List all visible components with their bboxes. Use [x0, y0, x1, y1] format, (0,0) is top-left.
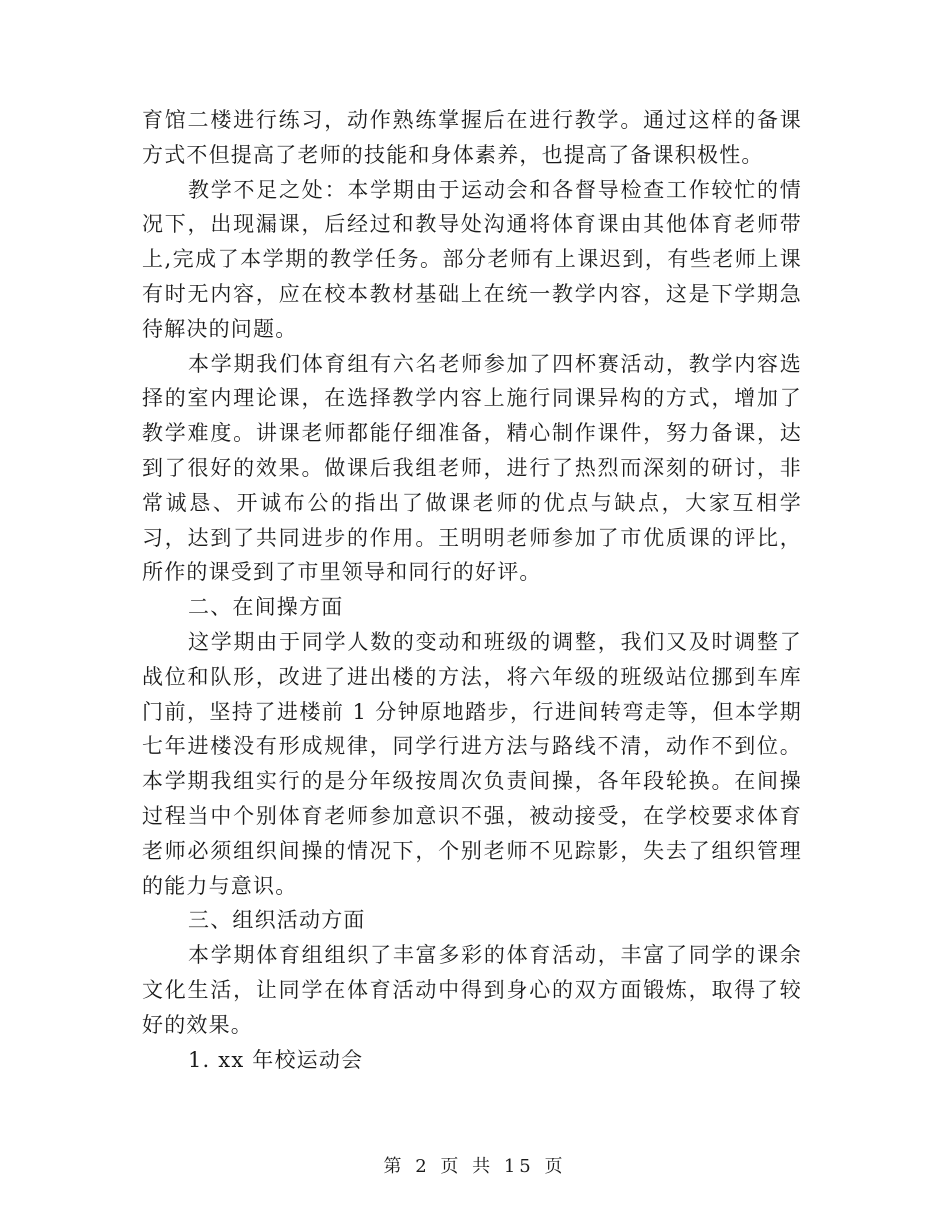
paragraph-continued: 育馆二楼进行练习，动作熟练掌握后在进行教学。通过这样的备课方式不但提高了老师的技能和身体素养，也提高了备课积极性。 [142, 108, 802, 167]
paragraph-teaching-shortcomings: 教学不足之处：本学期由于运动会和各督导检查工作较忙的情况下，出现漏课，后经过和教导处沟通将体育课由其他体育老师带上,完成了本学期的教学任务。部分老师有上课迟到，有些老师上课有时无内容，应在校本教材基础上在统一教学内容，这是下学期急待解决的问题。 [142, 177, 802, 341]
paragraph-four-cup-contest: 本学期我们体育组有六名老师参加了四杯赛活动，教学内容选择的室内理论课，在选择教学内容上施行同课异构的方式，增加了教学难度。讲课老师都能仔细准备，精心制作课件，努力备课，达到了很好的效果。做课后我组老师，进行了热烈而深刻的研讨，非常诚恳、开诚布公的指出了做课老师的优点与缺点，大家互相学习，达到了共同进步的作用。王明明老师参加了市优质课的评比，所作的课受到了市里领导和同行的好评。 [142, 351, 802, 585]
page-number-footer: 第 2 页 共 15 页 [383, 1156, 567, 1177]
document-body [142, 103, 802, 1077]
section-heading-activities: 三、组织活动方面 [188, 908, 366, 933]
paragraph-activities: 本学期体育组组织了丰富多彩的体育活动，丰富了同学的课余文化生活，让同学在体育活动中得到身心的双方面锻炼，取得了较好的效果。 [142, 943, 802, 1037]
paragraph-exercise: 这学期由于同学人数的变动和班级的调整，我们又及时调整了战位和队形，改进了进出楼的方法，将六年级的班级站位挪到车库门前，坚持了进楼前 1 分钟原地踏步，行进间转弯走等，但本学期七年进楼没有形成规律，同学行进方法与路线不清，动作不到位。本学期我组实行的是分年级按周次负责间操，各年段轮换。在间操过程当中个别体育老师参加意识不强，被动接受，在学校要求体育老师必须组织间操的情况下，个别老师不见踪影，失去了组织管理的能力与意识。 [142, 629, 802, 898]
section-heading-exercise: 二、在间操方面 [188, 595, 344, 620]
list-item-sports-meet: 1. xx 年校运动会 [188, 1047, 364, 1072]
